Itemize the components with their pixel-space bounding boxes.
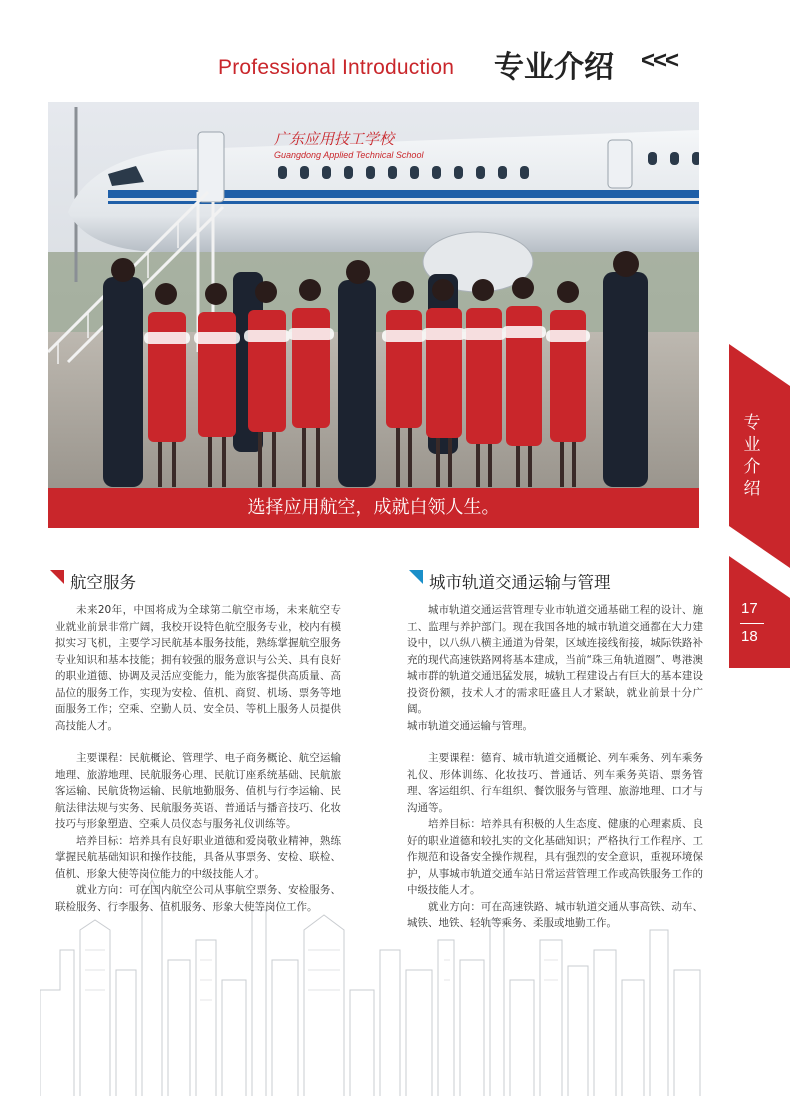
side-tab-label: 专业介绍	[743, 413, 761, 499]
title-english: Professional Introduction	[218, 56, 455, 79]
page-number-divider	[740, 623, 764, 624]
school-sign: 广东应用技工学校	[274, 130, 395, 148]
page-number-right: 18	[741, 628, 758, 645]
aviation-goals: 培养目标：培养具有良好职业道德和爱岗敬业精神，熟练掌握民航基础知识和操作技能，具备从事票务、安检、联检、值机、形象大使等岗位能力的中级技能人才。	[55, 834, 341, 880]
section-title-aviation: 航空服务	[70, 573, 136, 592]
page-number-tab	[729, 556, 790, 668]
aviation-employment: 就业方向：可在国内航空公司从事航空票务、安检服务、联检服务、行李服务、值机服务、形象大使等岗位工作。	[55, 884, 341, 913]
aviation-column	[55, 602, 341, 915]
aviation-intro: 未来20年，中国将成为全球第二航空市场，未来航空专业就业前景非常广阔，我校开设特色航空服务专业，校内有模拟实习飞机，主要学习民航基本服务技能，熟练掌握航空服务专业知识和基本技能；拥有较强的服务意识与公关、具有良好的职业道德、协调及灵活应变能力，能为旅客提供高质量、高品位的服务工作，实现为安检、值机、商贸、机场、票务等地面服务工作；空乘、空勤人员、安全员、等机上服务人员提供高技能人才。	[55, 604, 341, 732]
photo-illustration	[48, 102, 699, 490]
rail-courses: 主要课程：德育、城市轨道交通概论、列车乘务、列车乘务礼仪、形体训练、化妆技巧、普通话、列车乘务英语、票务管理、客运组织、行车组织、餐饮服务与管理、旅游地理、口才与沟通等。	[407, 752, 703, 814]
caption-bar	[48, 488, 699, 528]
page-number-left: 17	[741, 600, 758, 617]
page-header	[0, 0, 790, 100]
rail-goals: 培养目标：培养具有积极的人生态度、健康的心理素质、良好的职业道德和较扎实的文化基础知识；严格执行工作程序、工作规范和设备安全操作规程，具有强烈的安全意识，重视环境保护，从事城市轨道交通车站日常运营管理工作或高铁服务工作的中级技能人才。	[407, 818, 703, 896]
section-title-rail: 城市轨道交通运输与管理	[429, 573, 611, 592]
title-chinese: 专业介绍	[494, 50, 614, 85]
rail-employment: 就业方向：可在高速铁路、城市轨道交通从事高铁、动车、城铁、地铁、轻轨等乘务、柔服或地勤工作。	[407, 900, 703, 929]
caption-text: 选择应用航空，成就白领人生。	[247, 497, 500, 518]
hero-photo	[48, 102, 699, 490]
blue-corner-mark-icon	[409, 570, 423, 584]
title-arrows: <<<	[641, 47, 678, 74]
rail-intro-tail: 城市轨道交通运输与管理。	[407, 719, 533, 732]
red-corner-mark-icon	[50, 570, 64, 584]
rail-column	[407, 602, 703, 932]
rail-intro: 城市轨道交通运营管理专业市轨道交通基础工程的设计、施工、监理与养护部门。现在我国各地的城市轨道交通都在大力建设中，以八纵八横主通道为骨架，区域连接线衔接，城际铁路补充的现代高速铁路网将基本建成，当前“珠三角轨道圈”、粤港澳城市群的轨道交通迅猛发展，城轨工程建设占有巨大的基本建设投资份额，技术人才的需求旺盛且人才紧缺，就业前景十分广阔。	[407, 604, 703, 715]
school-sign-en: Guangdong Applied Technical School	[274, 150, 424, 160]
aviation-courses: 主要课程：民航概论、管理学、电子商务概论、航空运输地理、旅游地理、民航服务心理、民航订座系统基础、民航旅客运输、民航货物运输、民航地勤服务、值机与行李运输、民航法律法规与实务、民航服务英语、普通话与播音技巧、化妆技巧与形象塑造、空乘人员仪态与服务礼仪训练等。	[55, 752, 341, 830]
